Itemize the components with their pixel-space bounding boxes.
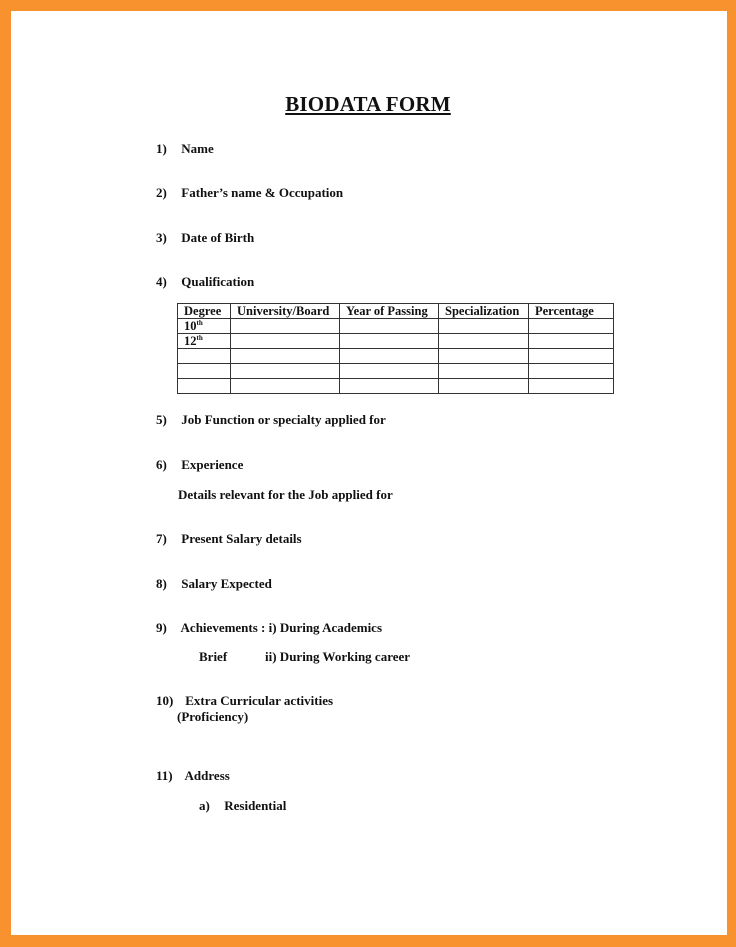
percentage-cell[interactable] bbox=[529, 349, 614, 364]
university-cell[interactable] bbox=[231, 349, 340, 364]
university-cell[interactable] bbox=[231, 379, 340, 394]
item-salary-expected bbox=[156, 576, 272, 592]
percentage-cell[interactable] bbox=[529, 379, 614, 394]
item-experience bbox=[156, 457, 243, 473]
percentage-cell[interactable] bbox=[529, 364, 614, 379]
item-label: Address bbox=[184, 768, 230, 783]
achievements-working: ii) During Working career bbox=[265, 649, 411, 664]
year-cell[interactable] bbox=[340, 334, 439, 349]
paper-sheet bbox=[11, 11, 727, 935]
university-cell[interactable] bbox=[231, 319, 340, 334]
item-number: 1) bbox=[156, 141, 167, 156]
address-residential bbox=[199, 798, 286, 814]
percentage-cell[interactable] bbox=[529, 334, 614, 349]
item-label: Father’s name & Occupation bbox=[181, 185, 344, 200]
year-cell[interactable] bbox=[340, 319, 439, 334]
item-label: Date of Birth bbox=[181, 230, 255, 245]
table-row bbox=[178, 379, 614, 394]
specialization-cell[interactable] bbox=[439, 364, 529, 379]
item-label: Present Salary details bbox=[181, 531, 302, 546]
degree-cell[interactable] bbox=[178, 349, 231, 364]
item-name bbox=[156, 141, 214, 157]
item-label: Qualification bbox=[181, 274, 255, 289]
item-job-function bbox=[156, 412, 386, 428]
item-number: 10) bbox=[156, 693, 174, 708]
university-cell[interactable] bbox=[231, 334, 340, 349]
degree-cell[interactable]: 12th bbox=[178, 334, 231, 349]
experience-details: Details relevant for the Job applied for bbox=[178, 487, 393, 502]
header-degree: Degree bbox=[178, 304, 231, 319]
item-number: 2) bbox=[156, 185, 167, 200]
header-year: Year of Passing bbox=[340, 304, 439, 319]
year-cell[interactable] bbox=[340, 379, 439, 394]
specialization-cell[interactable] bbox=[439, 334, 529, 349]
specialization-cell[interactable] bbox=[439, 319, 529, 334]
year-cell[interactable] bbox=[340, 364, 439, 379]
item-number: a) bbox=[199, 798, 210, 813]
degree-cell[interactable]: 10th bbox=[178, 319, 231, 334]
header-percentage: Percentage bbox=[529, 304, 614, 319]
degree-cell[interactable] bbox=[178, 379, 231, 394]
header-university: University/Board bbox=[231, 304, 340, 319]
specialization-cell[interactable] bbox=[439, 379, 529, 394]
item-extra-curricular bbox=[156, 693, 333, 709]
item-label: Achievements : i) During Academics bbox=[180, 620, 383, 635]
item-number: 6) bbox=[156, 457, 167, 472]
item-number: 4) bbox=[156, 274, 167, 289]
item-achievements bbox=[156, 620, 382, 636]
table-row bbox=[178, 334, 614, 349]
item-number: 9) bbox=[156, 620, 167, 635]
item-number: 3) bbox=[156, 230, 167, 245]
item-dob bbox=[156, 230, 254, 246]
item-label: Residential bbox=[224, 798, 287, 813]
achievements-brief: Brief bbox=[199, 649, 228, 664]
item-father bbox=[156, 185, 343, 201]
table-row bbox=[178, 364, 614, 379]
table-row bbox=[178, 349, 614, 364]
year-cell[interactable] bbox=[340, 349, 439, 364]
percentage-cell[interactable] bbox=[529, 319, 614, 334]
table-row bbox=[178, 319, 614, 334]
degree-cell[interactable] bbox=[178, 364, 231, 379]
item-present-salary bbox=[156, 531, 302, 547]
item-label: Name bbox=[181, 141, 214, 156]
item-label: Job Function or specialty applied for bbox=[181, 412, 386, 427]
qualification-table bbox=[177, 303, 614, 394]
item-address bbox=[156, 768, 230, 784]
item-number: 7) bbox=[156, 531, 167, 546]
item-label: Salary Expected bbox=[181, 576, 272, 591]
item-number: 11) bbox=[156, 768, 173, 783]
item-label: Experience bbox=[181, 457, 244, 472]
item-label: Extra Curricular activities bbox=[185, 693, 334, 708]
table-header-row bbox=[178, 304, 614, 319]
item-number: 5) bbox=[156, 412, 167, 427]
page-title: BIODATA FORM bbox=[285, 92, 451, 116]
extra-proficiency: (Proficiency) bbox=[177, 709, 249, 724]
specialization-cell[interactable] bbox=[439, 349, 529, 364]
item-number: 8) bbox=[156, 576, 167, 591]
university-cell[interactable] bbox=[231, 364, 340, 379]
item-qualification bbox=[156, 274, 254, 290]
header-specialization: Specialization bbox=[439, 304, 529, 319]
